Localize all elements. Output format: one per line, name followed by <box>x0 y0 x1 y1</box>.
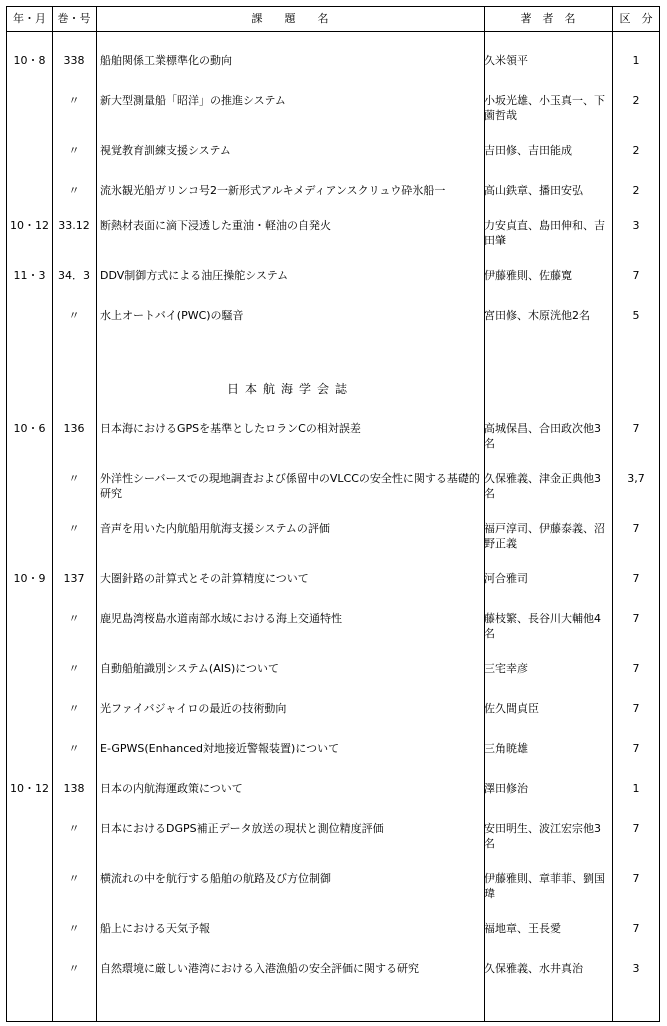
row-title: 船舶関係工業標準化の動向 <box>100 54 232 67</box>
row-category: 7 <box>632 662 640 675</box>
row-author: 三宅幸彦 <box>484 662 528 675</box>
row-category: 3,7 <box>627 472 645 485</box>
row-author: 久保雅義、津金正典他3名 <box>484 472 601 500</box>
row-category: 3 <box>632 962 640 975</box>
row-category: 7 <box>632 872 640 885</box>
row-author: 高山鉄章、播田安弘 <box>484 184 583 197</box>
row-title: 自然環境に厳しい港湾における入港漁船の安全評価に関する研究 <box>100 962 419 975</box>
row-category: 7 <box>632 522 640 535</box>
row-category: 2 <box>632 184 640 197</box>
row-title: DDV制御方式による油圧操舵システム <box>100 269 289 282</box>
row-title: 音声を用いた内航船用航海支援システムの評価 <box>100 522 330 535</box>
row-author: 佐久間貞臣 <box>484 702 539 715</box>
row-volume: 〃 <box>68 962 80 975</box>
row-volume: 34．3 <box>58 269 90 282</box>
column-divider <box>484 7 485 1021</box>
row-category: 7 <box>632 922 640 935</box>
row-volume: 〃 <box>68 472 80 485</box>
row-category: 2 <box>632 144 640 157</box>
row-category: 1 <box>632 54 640 67</box>
row-category: 7 <box>632 269 640 282</box>
row-category: 7 <box>632 422 640 435</box>
row-volume: 〃 <box>68 94 80 107</box>
row-author: 藤枝繁、長谷川大輔他4名 <box>484 612 601 640</box>
row-category: 7 <box>632 822 640 835</box>
row-category: 7 <box>632 572 640 585</box>
row-volume: 136 <box>63 422 85 435</box>
row-volume: 〃 <box>68 872 80 885</box>
row-title: 視覚教育訓練支援システム <box>100 144 231 157</box>
header-title: 課 題 名 <box>251 12 329 25</box>
row-author: 小坂光雄、小玉真一、下薗哲哉 <box>484 94 605 122</box>
row-category: 1 <box>632 782 640 795</box>
row-volume: 〃 <box>68 922 80 935</box>
row-volume: 〃 <box>68 822 80 835</box>
row-author: 力安貞直、島田伸和、吉田肇 <box>484 219 605 247</box>
header-category: 区 分 <box>619 12 653 25</box>
row-title: 鹿児島湾桜島水道南部水域における海上交通特性 <box>100 612 342 625</box>
row-author: 久保雅義、水井真治 <box>484 962 583 975</box>
row-author: 伊藤雅則、佐藤寛 <box>484 269 572 282</box>
header-volume: 巻・号 <box>57 12 91 25</box>
row-volume: 〃 <box>68 662 80 675</box>
column-divider <box>612 7 613 1021</box>
row-volume: 〃 <box>68 522 80 535</box>
row-title: 日本海におけるGPSを基準としたロランCの相対誤差 <box>100 422 361 435</box>
publication-table <box>6 6 660 1022</box>
column-divider <box>96 7 97 1021</box>
row-title: 自動船舶識別システム(AIS)について <box>100 662 280 675</box>
row-volume: 138 <box>63 782 85 795</box>
row-date: 10・6 <box>13 422 46 435</box>
header-date: 年・月 <box>13 12 46 25</box>
column-divider <box>52 7 53 1021</box>
row-title: 水上オートバイ(PWC)の騒音 <box>100 309 244 322</box>
row-category: 7 <box>632 742 640 755</box>
row-title: 日本の内航海運政策について <box>100 782 243 795</box>
row-category: 7 <box>632 702 640 715</box>
row-volume: 33.12 <box>58 219 90 232</box>
row-title: 船上における天気予報 <box>100 922 210 935</box>
row-title: E-GPWS(Enhanced対地接近警報装置)について <box>100 742 340 755</box>
row-date: 10・9 <box>13 572 46 585</box>
row-author: 福戸淳司、伊藤泰義、沼野正義 <box>484 522 605 550</box>
row-author: 安田明生、波江宏宗他3名 <box>484 822 601 850</box>
row-category: 2 <box>632 94 640 107</box>
row-author: 高城保昌、合田政次他3名 <box>484 422 601 450</box>
row-author: 宮田修、木原洸他2名 <box>484 309 590 322</box>
row-volume: 338 <box>63 54 85 67</box>
row-title: 断熱材表面に滴下浸透した重油・軽油の自発火 <box>100 219 331 232</box>
row-date: 10・12 <box>10 782 49 795</box>
row-author: 三角暁雄 <box>484 742 528 755</box>
row-author: 伊藤雅則、章菲菲、劉国瑋 <box>484 872 605 900</box>
row-volume: 〃 <box>68 702 80 715</box>
row-category: 3 <box>632 219 640 232</box>
row-title: 横流れの中を航行する船舶の航路及び方位制御 <box>100 872 331 885</box>
row-volume: 〃 <box>68 184 80 197</box>
row-author: 河合雅司 <box>484 572 528 585</box>
row-volume: 〃 <box>68 612 80 625</box>
row-category: 5 <box>632 309 640 322</box>
row-date: 10・8 <box>13 54 46 67</box>
row-author: 吉田修、吉田能成 <box>484 144 572 157</box>
row-volume: 〃 <box>68 144 80 157</box>
row-volume: 〃 <box>68 742 80 755</box>
row-title: 流氷観光船ガリンコ号2一新形式アルキメディアンスクリュウ砕氷船一 <box>100 184 446 197</box>
row-title: 外洋性シーバースでの現地調査および係留中のVLCCの安全性に関する基礎的研究 <box>100 472 480 500</box>
row-category: 7 <box>632 612 640 625</box>
row-title: 光ファイバジャイロの最近の技術動向 <box>100 702 287 715</box>
row-title: 新大型測量船「昭洋」の推進システム <box>100 94 286 107</box>
row-date: 10・12 <box>10 219 49 232</box>
header-author: 著 者 名 <box>520 12 576 25</box>
row-title: 大圏針路の計算式とその計算精度について <box>100 572 309 585</box>
row-author: 福地章、王長愛 <box>484 922 561 935</box>
row-author: 澤田修治 <box>484 782 528 795</box>
header-divider <box>7 31 659 32</box>
row-title: 日本におけるDGPS補正データ放送の現状と測位精度評価 <box>100 822 384 835</box>
row-date: 11・3 <box>13 269 46 282</box>
section-title: 日本航海学会誌 <box>226 382 353 396</box>
row-author: 久米領平 <box>484 54 528 67</box>
row-volume: 137 <box>63 572 85 585</box>
row-volume: 〃 <box>68 309 80 322</box>
